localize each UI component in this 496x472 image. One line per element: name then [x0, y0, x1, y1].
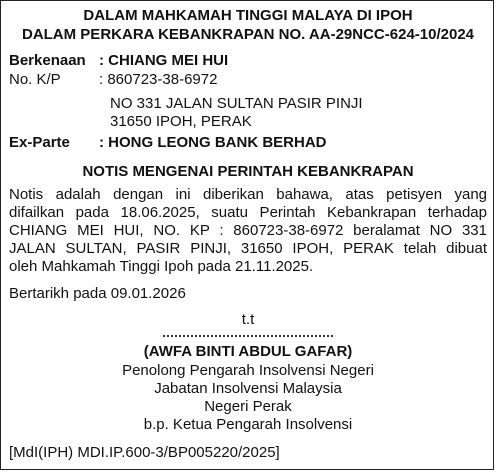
- date-line: Bertarikh pada 09.01.2026: [9, 285, 186, 302]
- debtor-name: : CHIANG MEI HUI: [99, 52, 229, 69]
- signatory-title-line: Jabatan Insolvensi Malaysia: [154, 380, 342, 397]
- signatory-name: (AWFA BINTI ABDUL GAFAR): [143, 343, 353, 360]
- notice-body-line: Notis adalah dengan ini diberikan bahawa, atas petisyen yang: [9, 186, 487, 203]
- notice-body-line: CHIANG MEI HUI, NO. KP : 860723-38-6972 beralamat NO 331: [9, 222, 487, 239]
- id-label: No. K/P: [9, 71, 61, 88]
- case-number-heading: DALAM PERKARA KEBANKRAPAN NO. AA-29NCC-624-10/2024: [21, 26, 475, 43]
- exparte-label: Ex-Parte: [9, 134, 70, 151]
- signatory-title-line: Negeri Perak: [204, 398, 292, 415]
- notice-body-line: JALAN SULTAN, PASIR PINJI, 31650 IPOH, PERAK telah dibuat: [9, 240, 487, 257]
- signatory-title-line: b.p. Ketua Pengarah Insolvensi: [143, 416, 353, 433]
- exparte-party: : HONG LEONG BANK BERHAD: [99, 134, 327, 151]
- signature-mark: t.t: [241, 311, 255, 328]
- notice-body-line: oleh Mahkamah Tinggi Ipoh pada 21.11.2025.: [9, 258, 314, 275]
- debtor-label: Berkenaan: [9, 52, 86, 69]
- notice-body-line: difailkan pada 18.06.2025, suatu Perintah Kebankrapan terhadap: [9, 204, 487, 221]
- notice-title: NOTIS MENGENAI PERINTAH KEBANKRAPAN: [82, 163, 414, 180]
- signatory-title-line: Penolong Pengarah Insolvensi Negeri: [122, 362, 374, 379]
- address-line-1: NO 331 JALAN SULTAN PASIR PINJI: [110, 95, 363, 112]
- court-heading: DALAM MAHKAMAH TINGGI MALAYA DI IPOH: [83, 7, 413, 24]
- signature-line: [163, 335, 333, 337]
- id-number: : 860723-38-6972: [99, 71, 218, 88]
- address-line-2: 31650 IPOH, PERAK: [110, 113, 252, 130]
- reference-number: [MdI(IPH) MDI.IP.600-3/BP005220/2025]: [9, 444, 280, 461]
